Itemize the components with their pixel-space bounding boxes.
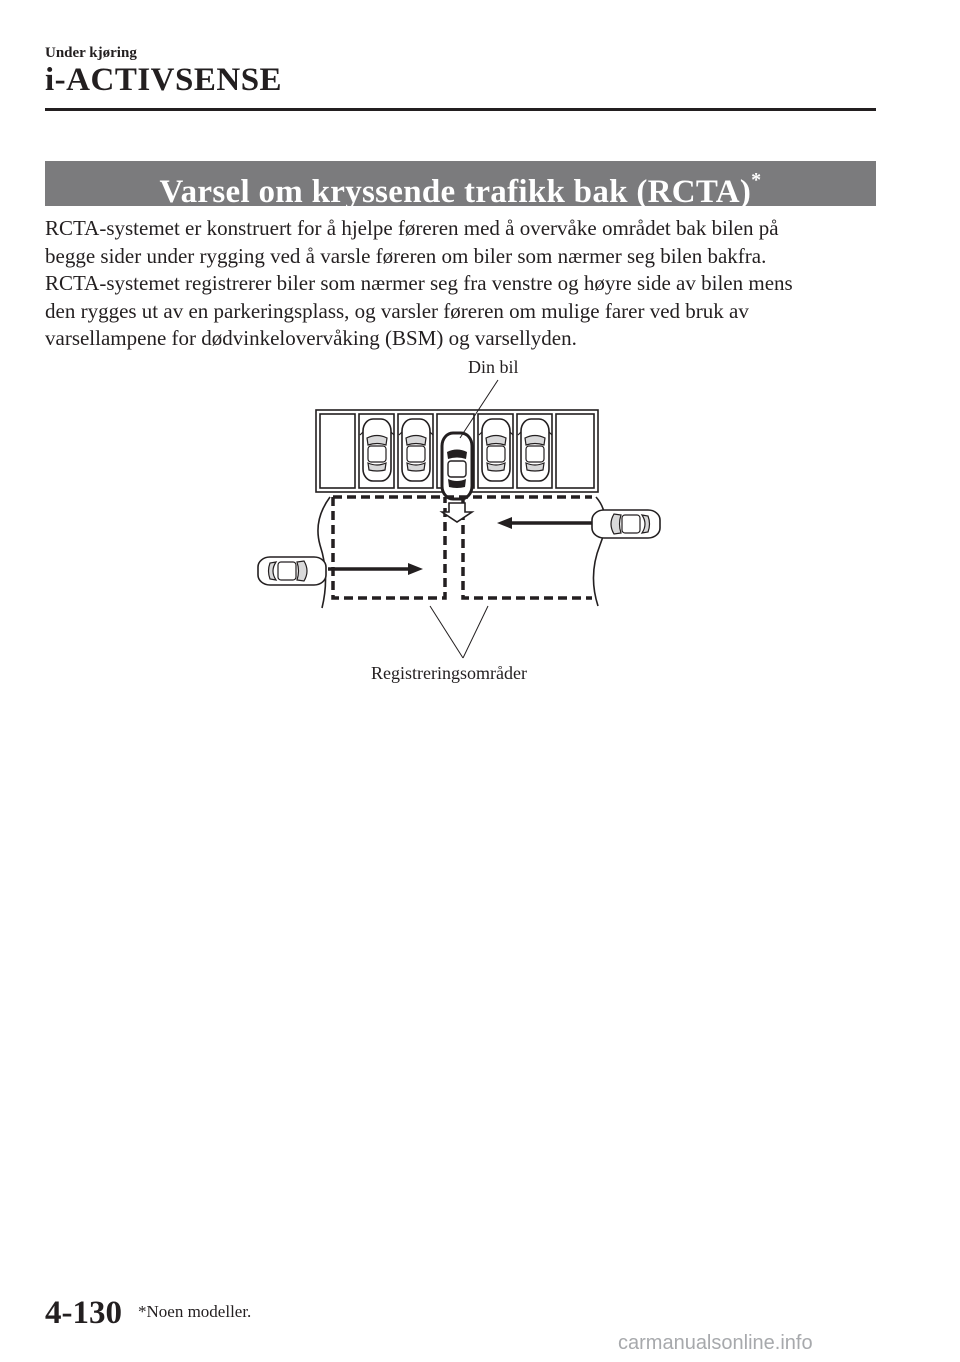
body-line: RCTA-systemet registrerer biler som nærmer seg fra venstre og høyre side av bilen mens [45,271,793,295]
body-line: RCTA-systemet er konstruert for å hjelpe føreren med å overvåke området bak bilen på [45,216,779,240]
watermark: carmanualsonline.info [618,1332,813,1354]
footnote: *Noen modeller. [138,1302,252,1321]
body-line: den rygges ut av en parkeringsplass, og varsler føreren om mulige farer ved bruk av [45,298,749,323]
approach-arrow-right [497,517,592,529]
body-line: varsellampene for dødvinkelovervåking (BSM) og varsellyden. [45,326,577,350]
page-number: 4-130 [45,1295,122,1331]
body-line: begge sider under rygging ved å varsle føreren om biler som nærmer seg bilen bakfra. [45,243,767,268]
model-marker: * [751,169,762,191]
section-label: Under kjøring [45,45,137,61]
label-detection-areas: Registreringsområder [371,663,527,683]
reverse-arrow [442,503,472,522]
parked-car [479,419,513,481]
label-your-car: Din bil [468,357,519,377]
heading-title: Varsel om kryssende trafikk bak (RCTA) [159,174,752,210]
approaching-car-right [592,510,660,538]
parked-car [518,419,552,481]
own-car [442,433,472,499]
parked-car [399,419,433,481]
road-edge-left [318,497,330,608]
leader-line-area [430,606,463,658]
chapter-title: i-ACTIVSENSE [45,62,283,98]
approaching-car-left [258,557,326,585]
leader-line-area [463,606,488,658]
parked-car [360,419,394,481]
approach-arrow-left [328,563,423,575]
